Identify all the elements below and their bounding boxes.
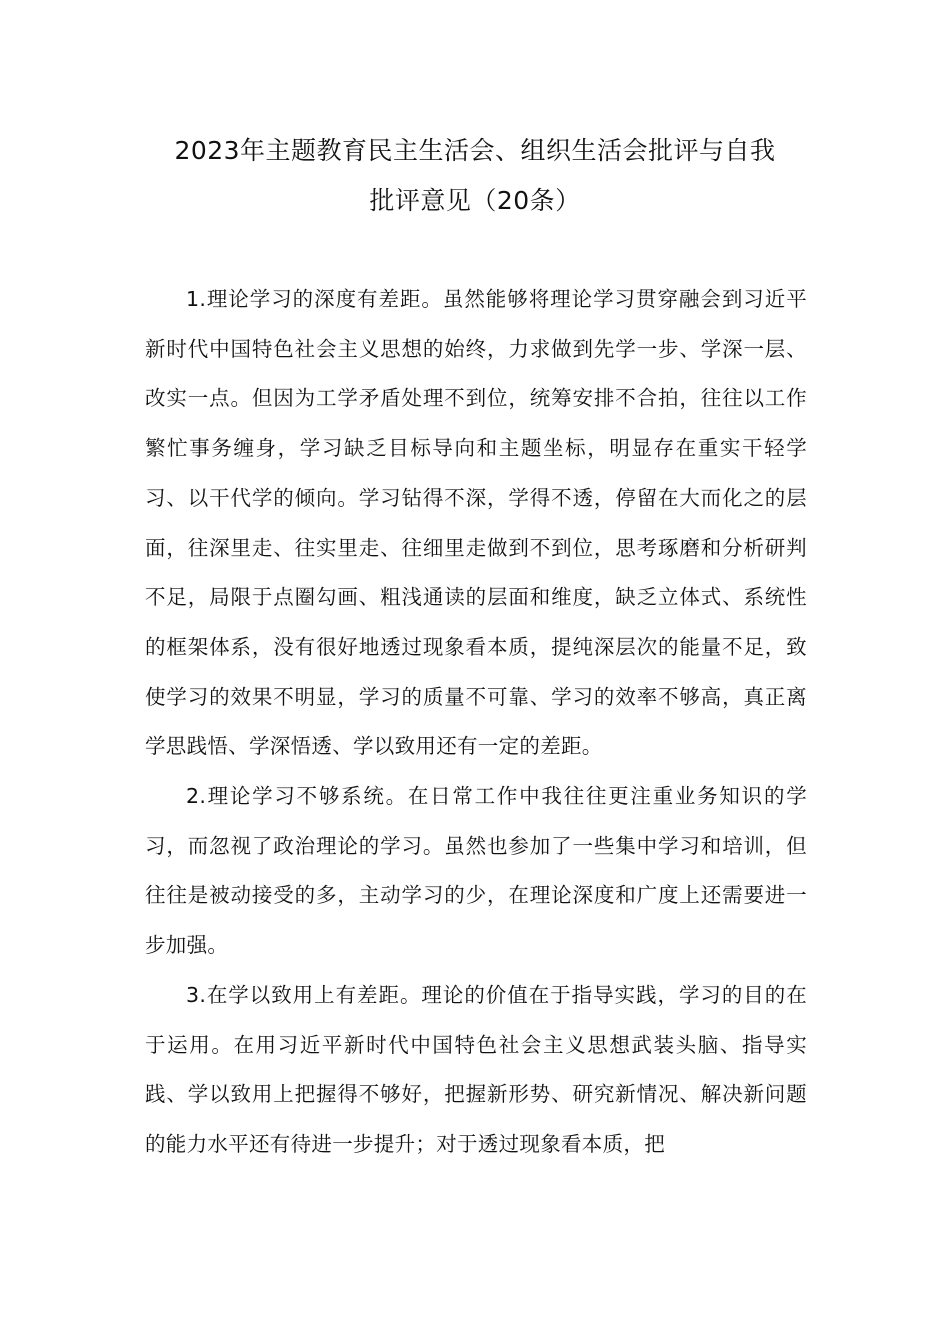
paragraph-1: 1.理论学习的深度有差距。虽然能够将理论学习贯穿融会到习近平新时代中国特色社会主义思想的始终，力求做到先学一步、学深一层、改实一点。但因为工学矛盾处理不到位，统筹安排不合拍，往往以工作繁忙事务缠身，学习缺乏目标导向和主题坐标，明显存在重实干轻学习、以干代学的倾向。学习钻得不深，学得不透，停留在大而化之的层面，往深里走、往实里走、往细里走做到不到位，思考琢磨和分析研判不足，局限于点圈勾画、粗浅通读的层面和维度，缺乏立体式、系统性的框架体系，没有很好地透过现象看本质，提纯深层次的能量不足，致使学习的效果不明显，学习的质量不可靠、学习的效率不够高，真正离学思践悟、学深悟透、学以致用还有一定的差距。 <box>145 287 807 759</box>
title-line-2: 批评意见（20条） <box>369 186 581 215</box>
paragraph-2: 2.理论学习不够系统。在日常工作中我往往更注重业务知识的学习，而忽视了政治理论的学习。虽然也参加了一些集中学习和培训，但往往是被动接受的多，主动学习的少，在理论深度和广度上还需要进一步加强。 <box>145 784 807 958</box>
title-line-1: 2023年主题教育民主生活会、组织生活会批评与自我 <box>174 136 776 165</box>
paragraph-3: 3.在学以致用上有差距。理论的价值在于指导实践，学习的目的在于运用。在用习近平新时代中国特色社会主义思想武装头脑、指导实践、学以致用上把握得不够好，把握新形势、研究新情况、解决新问题的能力水平还有待进一步提升；对于透过现象看本质，把 <box>145 982 807 1156</box>
document-title <box>145 126 805 226</box>
document-body <box>145 275 807 1170</box>
